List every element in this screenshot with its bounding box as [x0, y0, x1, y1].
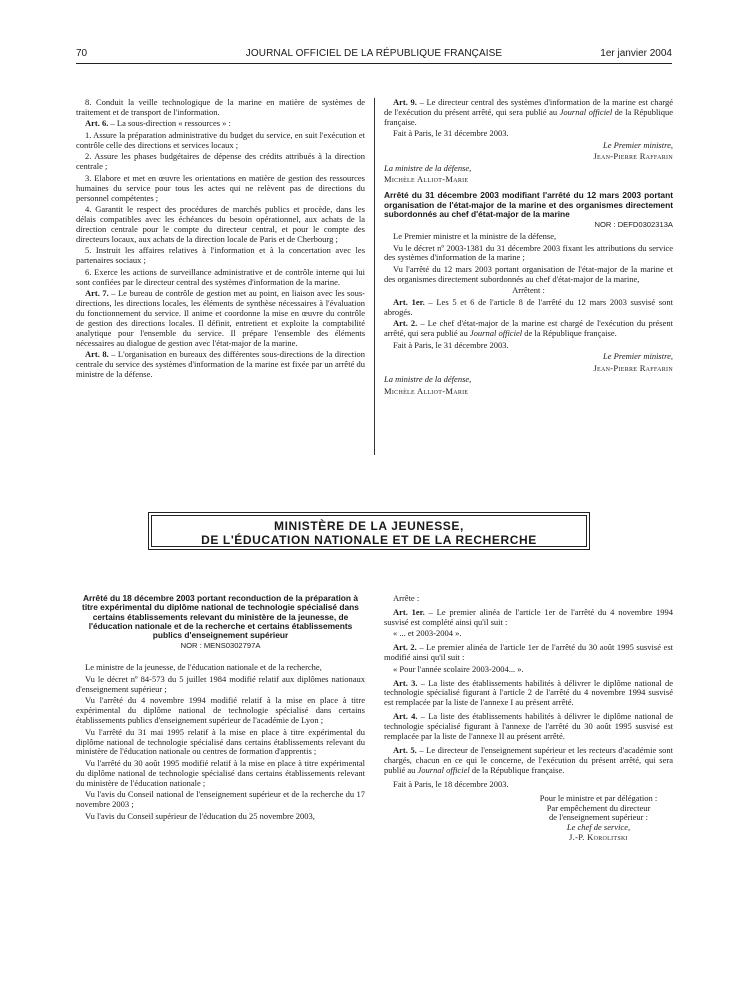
- page-header: [76, 48, 672, 62]
- list-item: 3. Elabore et met en œuvre les orientations en matière de gestion des ressources humaines du service pour tous les actes qui ne relèvent pas de directions du personnel compétentes ;: [76, 172, 365, 203]
- minister-name: Michèle Alliot-Marie: [384, 385, 469, 396]
- article-6: Art. 6. – La sous-direction « ressources » :: [85, 118, 231, 129]
- paragraph: Le Premier ministre et la ministre de la défense,: [393, 231, 557, 242]
- decree-title: Arrêté du 18 décembre 2003 portant reconduction de la préparation à titre expérimental du diplôme national de technologie spécialisé dans certains établissements relevant du ministère de la jeunesse, de l'éducation nationale et de la recherche et certains établissements publics d'enseignement supérieur: [82, 593, 359, 641]
- paragraph: Vu l'arrêté du 12 mars 2003 portant organisation de l'état-major de la marine et des organismes directement subordonnés au chef d'état-major de la marine,: [384, 263, 673, 284]
- header-rule: [76, 63, 672, 64]
- article-9: Art. 9. – Le directeur central des systèmes d'information de la marine est chargé de l'exécution du présent arrêté, qui sera publié au Journal officiel de la République française.: [384, 97, 673, 127]
- paragraph: Vu l'arrêté du 4 novembre 1994 modifié relatif à la mise en place à titre expérimental du diplôme national de technologie spécialisé dans certains établissements publics d'enseignement supérieur de l'académie de Lyon ;: [76, 695, 365, 726]
- pm-name: Jean-Pierre Raffarin: [593, 362, 673, 373]
- signature-date: Fait à Paris, le 31 décembre 2003.: [393, 128, 509, 139]
- signature-block: [524, 794, 673, 844]
- minister-title: La ministre de la défense,: [384, 374, 472, 385]
- page-number: 70: [76, 48, 88, 59]
- top-left-column: [76, 98, 365, 381]
- top-right-column: [384, 98, 673, 398]
- list-item: 4. Garantit le respect des procédures de marchés publics et procède, dans les délais compatibles avec les échéances du besoin opérationnel, aux achats de la direction centrale pour le compte du directeur central, et pour le compte des directeurs locaux, aux achats de la direction locale de Paris et de Cherbourg ;: [76, 204, 365, 244]
- column-divider: [374, 98, 375, 455]
- signature-line: Le chef de service,: [566, 822, 631, 833]
- signatory-name: J.-P. Korolitski: [569, 832, 628, 843]
- ministry-heading: [151, 515, 587, 547]
- minister-title: La ministre de la défense,: [384, 162, 472, 173]
- list-item: 5. Instruit les affaires relatives à l'information et à la concertation avec les partenaires sociaux ;: [76, 245, 365, 266]
- arrete: Arrête :: [393, 593, 420, 603]
- paragraph: Vu le décret nº 84-573 du 5 juillet 1984 modifié relatif aux diplômes nationaux d'enseignement supérieur ;: [76, 673, 365, 694]
- decree-title: Arrêté du 31 décembre 2003 modifiant l'arrêté du 12 mars 2003 portant organisation de l'état-major de la marine et des organismes directement subordonnés au chef d'état-major de la marine: [384, 190, 673, 219]
- signature-line: Pour le ministre et par délégation :: [539, 792, 658, 803]
- paragraph: Vu l'avis du Conseil supérieur de l'éducation du 25 novembre 2003,: [85, 810, 315, 821]
- issue-date: 1er janvier 2004: [600, 48, 672, 59]
- list-item: 6. Exerce les actions de surveillance administrative et de contrôle interne qui lui sont confiées par le directeur central des systèmes d'information de la marine.: [76, 266, 365, 287]
- nor-reference: NOR : MENS0302797A: [180, 641, 261, 651]
- paragraph: Le ministre de la jeunesse, de l'éducation nationale et de la recherche,: [85, 662, 322, 673]
- journal-title: JOURNAL OFFICIEL DE LA RÉPUBLIQUE FRANÇAISE: [245, 48, 503, 59]
- quote: « Pour l'année scolaire 2003-2004... ».: [393, 663, 524, 674]
- ministry-heading-box: [148, 512, 590, 550]
- article-1: Art. 1er. – Les 5 et 6 de l'article 8 de l'arrêté du 12 mars 2003 susvisé sont abrogés.: [384, 296, 673, 317]
- paragraph: Vu le décret nº 2003-1381 du 31 décembre 2003 fixant les attributions du service des systèmes d'information de la marine ;: [384, 242, 673, 263]
- minister-name: Michèle Alliot-Marie: [384, 174, 469, 185]
- paragraph: Vu l'arrêté du 31 mai 1995 relatif à la mise en place à titre expérimental du diplôme national de technologie spécialisé dans certains établissements relevant du ministère de l'éducation nationale ou centres de formation d'apprentis ;: [76, 726, 365, 757]
- signature-line: Par empêchement du directeur: [546, 802, 651, 813]
- article-2: Art. 2. – Le chef d'état-major de la marine est chargé de l'exécution du présent arrêté, qui sera publié au Journal officiel de la République française.: [384, 318, 673, 339]
- pm-name: Jean-Pierre Raffarin: [593, 151, 673, 162]
- paragraph: 8. Conduit la veille technologique de la marine en matière de systèmes de traitement et de transport de l'information.: [76, 97, 365, 117]
- arretent: Arrêtent :: [512, 285, 545, 296]
- signature-date: Fait à Paris, le 18 décembre 2003.: [393, 778, 509, 789]
- paragraph: Vu l'avis du Conseil national de l'enseignement supérieur et de la recherche du 17 novembre 2003 ;: [76, 789, 365, 810]
- ministry-line-1: MINISTÈRE DE LA JEUNESSE,: [274, 519, 464, 533]
- article-5: Art. 5. – Le directeur de l'enseignement supérieur et les recteurs d'académie sont chargés, chacun en ce qui le concerne, de l'exécution du présent arrêté, qui sera publié au Journal officiel de la République française.: [384, 744, 673, 775]
- article-1: Art. 1er. – Le premier alinéa de l'article 1er de l'arrêté du 4 novembre 1994 susvisé est complété ainsi qu'il suit :: [384, 606, 673, 627]
- nor-reference: NOR : DEFD0302313A: [594, 220, 673, 230]
- quote: « ... et 2003-2004 ».: [393, 628, 462, 639]
- ministry-line-2: DE L'ÉDUCATION NATIONALE ET DE LA RECHERCHE: [201, 533, 537, 547]
- pm-title: Le Premier ministre,: [603, 351, 673, 362]
- bottom-right-column: [384, 594, 673, 843]
- signature-date: Fait à Paris, le 31 décembre 2003.: [393, 339, 509, 350]
- article-8: Art. 8. – L'organisation en bureaux des différentes sous-directions de la direction centrale du service des systèmes d'information de la marine est fixée par un arrêté du ministre de la défense.: [76, 349, 365, 379]
- article-7: Art. 7. – Le bureau de contrôle de gestion met au point, en liaison avec les sous-directions, les directions locales, les éléments de synthèse nécessaires à l'évaluation du fonctionnement du service. Il anime et coordonne la mise en œuvre du contrôle de gestion des directions locales. Il définit, entretient et exploite la comptabilité analytique pour l'ensemble du service. Il prépare l'ensemble des éléments nécessaires au dialogue de gestion avec l'état-major de la marine.: [76, 288, 365, 348]
- article-4: Art. 4. – La liste des établissements habilités à délivrer le diplôme national de technologie spécialisé figurant à l'annexe de l'arrêté du 30 août 1995 susvisé est remplacée par la liste de l'annexe II au présent arrêté.: [384, 711, 673, 742]
- bottom-left-column: [76, 594, 365, 823]
- article-2: Art. 2. – Le premier alinéa de l'article 1er de l'arrêté du 30 août 1995 susvisé est modifié ainsi qu'il suit :: [384, 642, 673, 663]
- article-3: Art. 3. – La liste des établissements habilités à délivrer le diplôme national de technologie spécialisé figurant à l'article 2 de l'arrêté du 4 novembre 1994 susvisé est remplacée par la liste de l'annexe I au présent arrêté.: [384, 677, 673, 708]
- pm-title: Le Premier ministre,: [603, 139, 673, 150]
- list-item: 2. Assure les phases budgétaires de dépense des crédits attribués à la direction centrale ;: [76, 151, 365, 172]
- paragraph: Vu l'arrêté du 30 août 1995 modifié relatif à la mise en place à titre expérimental du diplôme national de technologie spécialisé dans certains établissements relevant du ministère de l'éducation nationale ;: [76, 757, 365, 788]
- list-item: 1. Assure la préparation administrative du budget du service, en suit l'exécution et contrôle celle des directions et services locaux ;: [76, 129, 365, 150]
- signature-line: de l'enseignement supérieur :: [548, 812, 648, 823]
